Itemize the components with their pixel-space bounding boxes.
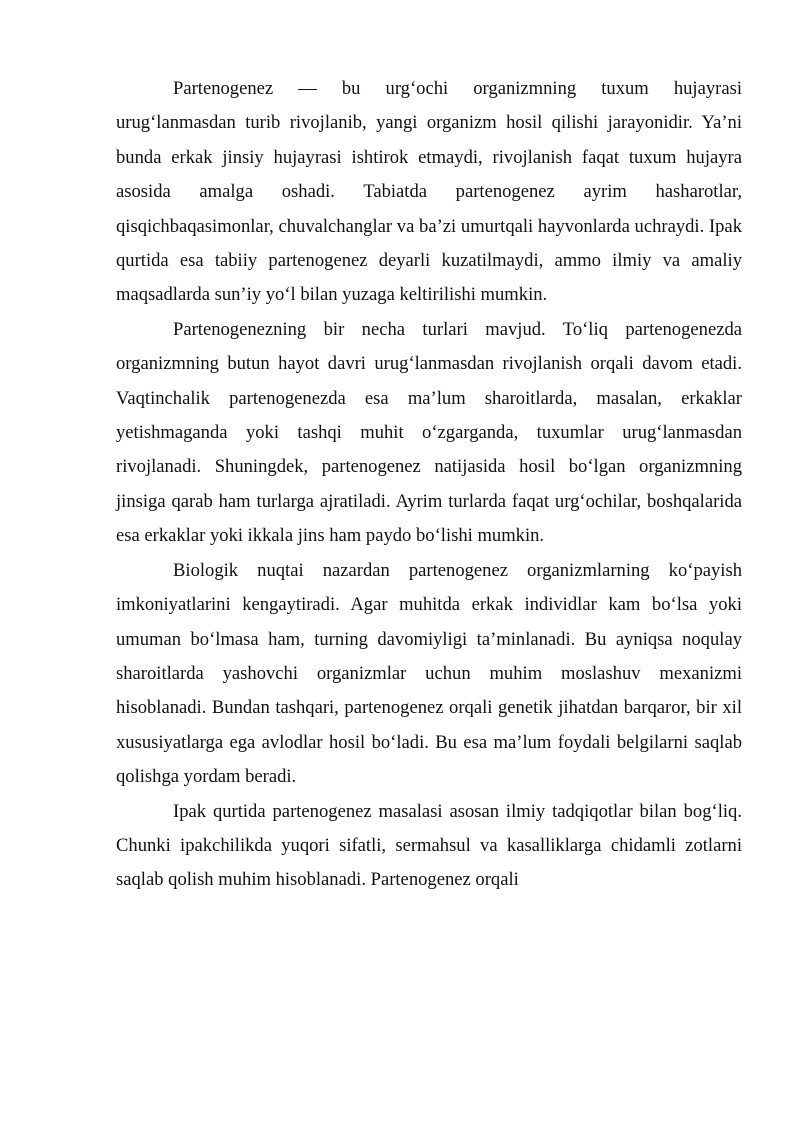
- paragraph-2: Partenogenezning bir necha turlari mavjud. To‘liq partenogenezda organizmning butun hayot davri urug‘lanmasdan rivojlanish orqali davom etadi. Vaqtinchalik partenogenezda esa ma’lum sharoitlarda, masalan, erkaklar yetishmaganda yoki tashqi muhit o‘zgarganda, tuxumlar urug‘lanmasdan rivojlanadi. Shuningdek, partenogenez natijasida hosil bo‘lgan organizmning jinsiga qarab ham turlarga ajratiladi. Ayrim turlarda faqat urg‘ochilar, boshqalarida esa erkaklar yoki ikkala jins ham paydo bo‘lishi mumkin.: [116, 318, 742, 547]
- paragraph-1: Partenogenez — bu urg‘ochi organizmning tuxum hujayrasi urug‘lanmasdan turib rivojlanib, yangi organizm hosil qilishi jarayonidir. Ya’ni bunda erkak jinsiy hujayrasi ishtirok etmaydi, rivojlanish faqat tuxum hujayra asosida amalga oshadi. Tabiatda partenogenez ayrim hasharotlar, qisqichbaqasimonlar, chuvalchanglar va ba’zi umurtqali hayvonlarda uchraydi. Ipak qurtida esa tabiiy partenogenez deyarli kuzatilmaydi, ammo ilmiy va amaliy maqsadlarda sun’iy yo‘l bilan yuzaga keltirilishi mumkin.: [116, 78, 742, 306]
- paragraph-3: Biologik nuqtai nazardan partenogenez organizmlarning ko‘payish imkoniyatlarini kengaytiradi. Agar muhitda erkak individlar kam bo‘lsa yoki umuman bo‘lmasa ham, turning davomiyligi ta’minlanadi. Bu ayniqsa noqulay sharoitlarda yashovchi organizmlar uchun muhim moslashuv mexanizmi hisoblanadi. Bundan tashqari, partenogenez orqali genetik jihatdan barqaror, bir xil xususiyatlarga ega avlodlar hosil bo‘ladi. Bu esa ma’lum foydali belgilarni saqlab qolishga yordam beradi.: [116, 559, 742, 788]
- body-text: [116, 72, 742, 898]
- paragraph-4: Ipak qurtida partenogenez masalasi asosan ilmiy tadqiqotlar bilan bog‘liq. Chunki ipakchilikda yuqori sifatli, sermahsul va kasalliklarga chidamli zotlarni saqlab qolish muhim hisoblanadi. Partenogenez orqali: [116, 800, 742, 891]
